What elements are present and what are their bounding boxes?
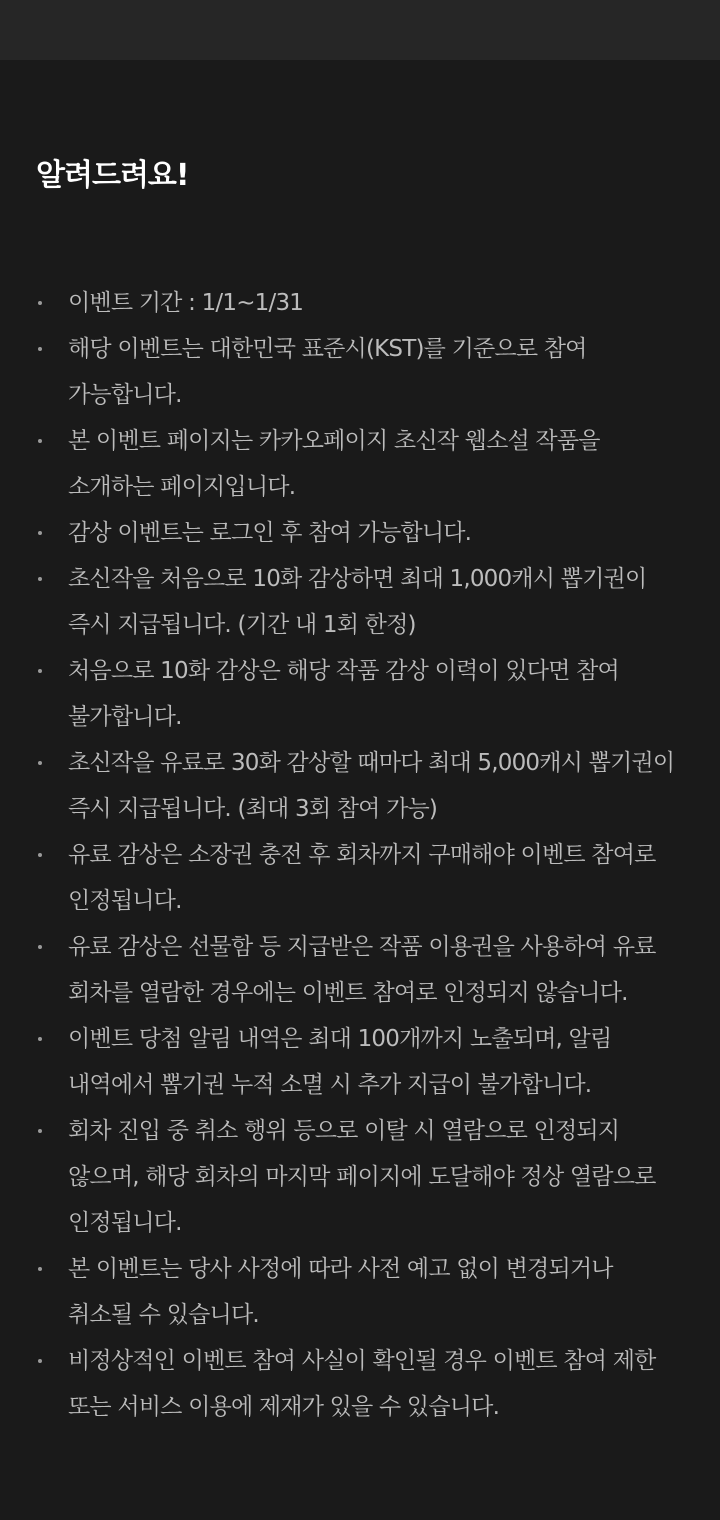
- notice-item-text: 감상 이벤트는 로그인 후 참여 가능합니다.: [68, 520, 472, 546]
- notice-item-text: 회차 진입 중 취소 행위 등으로 이탈 시 열람으로 인정되지 않으며, 해당 회차의 마지막 페이지에 도달해야 정상 열람으로 인정됩니다.: [68, 1118, 656, 1236]
- notice-item: [36, 1108, 676, 1246]
- bullet-icon: [38, 1037, 42, 1041]
- notice-item: [36, 648, 676, 740]
- notice-item: [36, 326, 676, 418]
- notice-item-text: 본 이벤트 페이지는 카카오페이지 초신작 웹소설 작품을 소개하는 페이지입니다.: [68, 428, 600, 500]
- notice-item: [36, 556, 676, 648]
- notice-item: [36, 1246, 676, 1338]
- bullet-icon: [38, 669, 42, 673]
- notice-item-text: 이벤트 당첨 알림 내역은 최대 100개까지 노출되며, 알림 내역에서 뽑기권 누적 소멸 시 추가 지급이 불가합니다.: [68, 1026, 612, 1098]
- notice-item: [36, 1016, 676, 1108]
- bullet-icon: [38, 853, 42, 857]
- bullet-icon: [38, 301, 42, 305]
- bullet-icon: [38, 1129, 42, 1133]
- notice-item-text: 비정상적인 이벤트 참여 사실이 확인될 경우 이벤트 참여 제한 또는 서비스 이용에 제재가 있을 수 있습니다.: [68, 1348, 656, 1420]
- bullet-icon: [38, 761, 42, 765]
- bullet-icon: [38, 945, 42, 949]
- notice-item-text: 유료 감상은 선물함 등 지급받은 작품 이용권을 사용하여 유료 회차를 열람한 경우에는 이벤트 참여로 인정되지 않습니다.: [68, 934, 656, 1006]
- notice-item-text: 유료 감상은 소장권 충전 후 회차까지 구매해야 이벤트 참여로 인정됩니다.: [68, 842, 656, 914]
- notice-item-text: 처음으로 10화 감상은 해당 작품 감상 이력이 있다면 참여 불가합니다.: [68, 658, 619, 730]
- bullet-icon: [38, 439, 42, 443]
- notice-item: [36, 280, 676, 326]
- bullet-icon: [38, 1359, 42, 1363]
- bullet-icon: [38, 577, 42, 581]
- notice-item: [36, 1338, 676, 1430]
- notice-item-text: 본 이벤트는 당사 사정에 따라 사전 예고 없이 변경되거나 취소될 수 있습니다.: [68, 1256, 613, 1328]
- notice-item-text: 이벤트 기간 : 1/1~1/31: [68, 290, 304, 316]
- notice-item-text: 초신작을 유료로 30화 감상할 때마다 최대 5,000캐시 뽑기권이 즉시 지급됩니다. (최대 3회 참여 가능): [68, 750, 675, 822]
- notice-title: 알려드려요!: [36, 158, 189, 193]
- notice-item: [36, 740, 676, 832]
- bullet-icon: [38, 531, 42, 535]
- notice-item: [36, 418, 676, 510]
- notice-item: [36, 924, 676, 1016]
- bullet-icon: [38, 347, 42, 351]
- top-bar: [0, 0, 720, 60]
- notice-item: [36, 510, 676, 556]
- notice-item: [36, 832, 676, 924]
- bullet-icon: [38, 1267, 42, 1271]
- notice-list: [36, 280, 676, 1430]
- notice-item-text: 초신작을 처음으로 10화 감상하면 최대 1,000캐시 뽑기권이 즉시 지급됩니다. (기간 내 1회 한정): [68, 566, 647, 638]
- notice-item-text: 해당 이벤트는 대한민국 표준시(KST)를 기준으로 참여 가능합니다.: [68, 336, 587, 408]
